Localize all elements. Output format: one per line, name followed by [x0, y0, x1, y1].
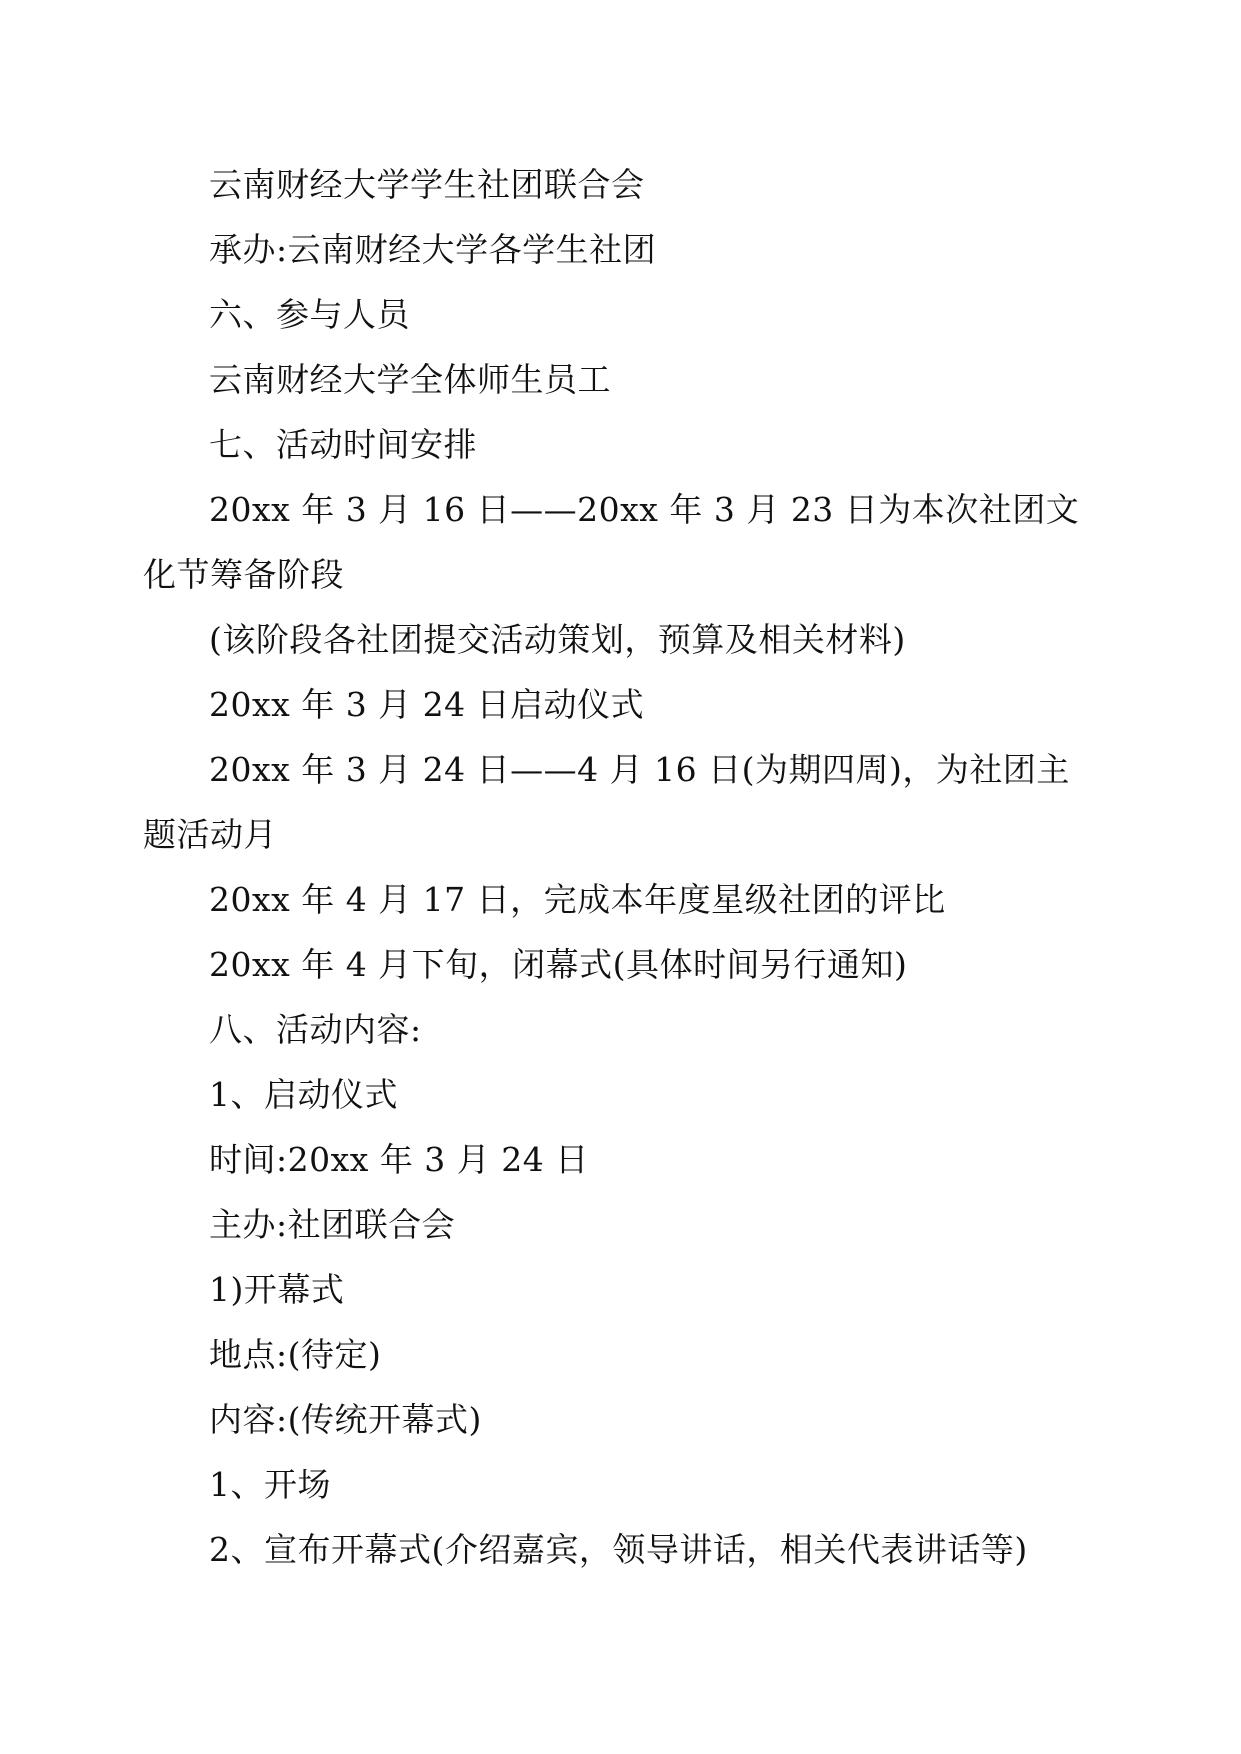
- paragraph-preparation-stage: 20xx 年 3 月 16 日——20xx 年 3 月 23 日为本次社团文化节筹备阶段: [143, 490, 1080, 594]
- paragraph-theme-month: 20xx 年 3 月 24 日——4 月 16 日(为期四周)，为社团主题活动月: [143, 750, 1070, 854]
- paragraph-preparation-note: (该阶段各社团提交活动策划，预算及相关材料): [209, 620, 906, 659]
- section-heading-participants: 六、参与人员: [209, 295, 410, 334]
- paragraph-rating: 20xx 年 4 月 17 日，完成本年度星级社团的评比: [209, 880, 946, 919]
- section-heading-content: 八、活动内容:: [209, 1010, 422, 1049]
- paragraph-co-organizer: 承办:云南财经大学各学生社团: [209, 230, 657, 269]
- item-launch-ceremony: 1、启动仪式: [209, 1075, 398, 1114]
- document-body: [143, 152, 1103, 1582]
- paragraph-launch-date: 20xx 年 3 月 24 日启动仪式: [209, 685, 645, 724]
- paragraph-closing: 20xx 年 4 月下旬，闭幕式(具体时间另行通知): [209, 945, 908, 984]
- paragraph-content: 内容:(传统开幕式): [209, 1400, 482, 1439]
- subitem-opening: 1)开幕式: [209, 1270, 345, 1309]
- paragraph-time: 时间:20xx 年 3 月 24 日: [209, 1140, 589, 1179]
- paragraph-organizer: 云南财经大学学生社团联合会: [209, 165, 645, 204]
- list-item-announce: 2、宣布开幕式(介绍嘉宾，领导讲话，相关代表讲话等): [209, 1530, 1028, 1569]
- paragraph-host: 主办:社团联合会: [209, 1205, 456, 1244]
- paragraph-participants: 云南财经大学全体师生员工: [209, 360, 611, 399]
- list-item-start: 1、开场: [209, 1465, 331, 1504]
- paragraph-location: 地点:(待定): [209, 1335, 382, 1374]
- section-heading-schedule: 七、活动时间安排: [209, 425, 477, 464]
